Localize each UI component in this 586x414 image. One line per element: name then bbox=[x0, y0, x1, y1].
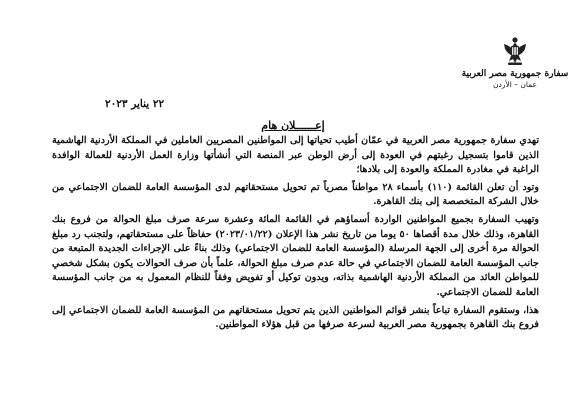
embassy-city: عمان – الأردن bbox=[493, 80, 537, 89]
paragraph-closing: هذا، وستقوم السفارة تباعاً بنشر قوائم المواطنين الذين يتم تحويل مستحقاتهم من المؤسسة العامة للضمان الاجتماعي إلى فروع بنك القاهرة بجمهورية مصر العربية لسرعة صرفها من قبل هؤلاء المواطنين. bbox=[52, 304, 539, 331]
announcement-body bbox=[52, 134, 539, 333]
letterhead bbox=[456, 36, 574, 90]
paragraph-greeting: تهدي سفارة جمهورية مصر العربية في عمّان أطيب تحياتها إلى المواطنين المصريين العاملين في المملكة الأردنية الهاشمية الذين قاموا بتسجيل رغبتهم في العودة إلى أرض الوطن عبر المنصة التي أنشأتها وزارة العمل الأردنية للعمالة الوافدة الراغبة في مغادرة المملكة والعودة إلى بلادها؛ bbox=[52, 135, 539, 176]
announcement-title-text: إعــــــلان هام bbox=[261, 119, 325, 132]
announcement-title bbox=[0, 119, 586, 132]
paragraph-instructions: وتهيب السفارة بجميع المواطنين الواردة أسماؤهم في القائمة المائة وعشرة سرعة صرف مبلغ الحوالة من فروع بنك القاهرة، وذلك خلال مدة أقصاها ٥٠ يوما من تاريخ نشر هذا الإعلان (٢٠٢٣/٠١/٢٢) حفاظاً على مستحقاتهم، ولتجنب رد مبلغ الحوالة مرة أخرى إلى الجهة المرسلة (المؤسسة العامة للضمان الاجتماعي) وذلك بناءً على الإجراءات الجديدة المتبعة من جانب المؤسسة العامة للضمان الاجتماعي في حالة عدم صرف مبلغ الحوالة، علماً بأن صرف الحوالات يكون بشكل شخصي للمواطن العائد من المملكة الأردنية الهاشمية بذاته، ويدون توكيل أو تفويض وفقاً للنظام المعمول به من جانب المؤسسة العامة للضمان الاجتماعي. bbox=[52, 213, 539, 298]
embassy-name: سفارة جمهورية مصر العربية bbox=[461, 69, 569, 79]
eagle-of-saladin-icon bbox=[502, 36, 528, 66]
paragraph-list-notice: وتود أن تعلن القائمة (١١٠) بأسماء ٢٨ مواطناً مصرياً تم تحويل مستحقاتهم لدى المؤسسة العامة للضمان الاجتماعي من خلال الشركة المتخصصة إلى بنك القاهرة. bbox=[52, 181, 539, 208]
document-date: ٢٢ يناير ٢٠٢٣ bbox=[105, 98, 165, 110]
